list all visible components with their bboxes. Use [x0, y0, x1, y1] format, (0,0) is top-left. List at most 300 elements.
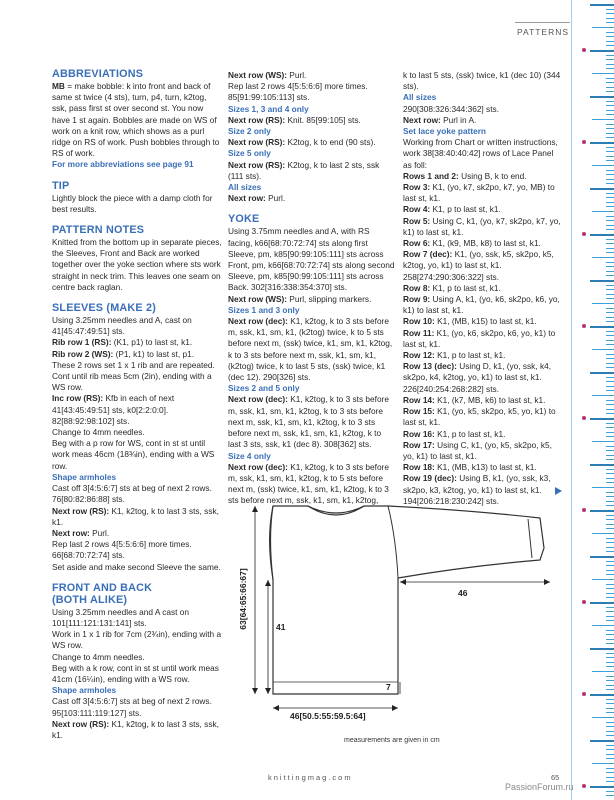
mb-term: MB	[52, 81, 65, 91]
sizes-134-row	[228, 115, 396, 126]
height-arrow-head-top	[252, 506, 258, 512]
ruler-tick	[606, 455, 614, 456]
ruler-tick	[606, 128, 614, 129]
ruler-tick	[606, 45, 614, 46]
fb-change-needles: Change to 4mm needles.	[52, 651, 145, 662]
ruler-tick	[606, 505, 614, 506]
ruler-tick	[606, 91, 614, 92]
ruler-tick	[606, 363, 614, 364]
ruler-tick	[606, 216, 614, 217]
all-sizes-row	[228, 193, 396, 204]
ruler-tick	[592, 625, 614, 626]
front-back-heading-line2: (BOTH ALIKE)	[52, 593, 128, 606]
size-5-heading: Size 5 only	[228, 148, 271, 159]
ruler-tick	[606, 335, 614, 336]
ruler-tick	[592, 349, 614, 350]
footer-site: knittingmag.com	[268, 773, 353, 782]
fb-next-row-text: K1, k2tog, k to last 3 sts, ssk, k1.	[52, 718, 219, 740]
ruler-tick	[606, 515, 614, 516]
sleeve-purl-row-label: Next row:	[52, 527, 90, 538]
continue-arrow-icon	[555, 487, 562, 495]
col3-next-row	[403, 115, 561, 126]
lace-row-text: K1, (MB, k15) to last st, k1.	[434, 316, 537, 327]
sleeve-next-row	[52, 506, 222, 528]
ruler-tick	[590, 740, 614, 742]
ruler-tick	[606, 722, 614, 723]
ruler-tick	[606, 712, 614, 713]
ruler-tick	[606, 151, 614, 152]
lace-row	[403, 316, 561, 327]
ruler-tick	[592, 579, 614, 580]
sleeve-aside: Set aside and make second Sleeve the same.	[52, 561, 221, 572]
lace-row	[403, 249, 561, 283]
ruler-tick	[606, 197, 614, 198]
ruler-tick	[606, 574, 614, 575]
garment-schematic	[228, 498, 568, 750]
lace-row-text: K1, p to last st, k1.	[430, 204, 501, 215]
ruler-tick	[606, 78, 614, 79]
lace-row-text: K1, (yo, k6, sk2po, k6, yo, k1) to last st, k1.	[403, 327, 556, 349]
ruler-tick	[606, 312, 614, 313]
ruler-tick	[606, 768, 614, 769]
ruler-tick	[592, 303, 614, 304]
column-2	[228, 70, 396, 507]
pattern-notes-text: Knitted from the bottom up in separate pieces, the Sleeves, Front and Back are worked together over the yoke section where sts work straight in neck trim. This leaves one seam on centre back raglan.	[52, 237, 222, 292]
lace-row-text: K1, p to last st, k1.	[434, 350, 506, 361]
yoke-heading: YOKE	[228, 213, 260, 226]
fb-next-row-label: Next row (RS):	[52, 718, 110, 729]
sleeve-cast-off: Cast off 3[4:5:6:7] sts at beg of next 2 rows. 76[80:82:86:88] sts.	[52, 483, 212, 505]
ruler-tick	[606, 32, 614, 33]
ruler-tick	[606, 492, 614, 493]
ruler-tick	[606, 436, 614, 437]
ruler-tick	[606, 358, 614, 359]
fb-repeat: Rep last 2 rows 4[5:5:6:6] more times. 85[91:99:105:113] sts.	[228, 81, 368, 103]
rib-row-2	[52, 349, 222, 360]
ruler-tick	[606, 666, 614, 667]
ruler-tick	[606, 607, 614, 608]
page-number: 65	[551, 773, 560, 782]
rib-row-1-text: (K1, p1) to last st, k1.	[111, 337, 193, 348]
size-4-continued: k to last 5 sts, (ssk) twice, k1 (dec 10) (344 sts).	[403, 70, 561, 92]
column-3	[403, 70, 561, 507]
lace-yoke-text: Working from Chart or written instructions, work 38[38:40:40:42] rows of Lace Panel as foll:	[403, 137, 558, 170]
ruler-tick	[606, 377, 614, 378]
sizes-25-row-label: Next row (dec):	[228, 394, 288, 405]
rib-row-1-label: Rib row 1 (RS):	[52, 337, 112, 348]
ruler-tick	[606, 749, 614, 750]
width-arrow-head-right	[392, 705, 398, 711]
lace-row	[403, 429, 561, 440]
ruler-tick	[606, 110, 614, 111]
lace-row	[403, 182, 561, 204]
yoke-ws-row-label: Next row (WS):	[228, 293, 287, 304]
rib-row-1	[52, 337, 222, 348]
ruler-tick	[606, 469, 614, 470]
ruler-tick	[606, 137, 614, 138]
ruler-tick	[606, 285, 614, 286]
ruler-tick	[592, 165, 614, 166]
ruler-tick	[606, 570, 614, 571]
ruler-tick	[606, 726, 614, 727]
lace-rows	[403, 171, 561, 507]
ruler-tick	[606, 156, 614, 157]
lace-row	[403, 294, 561, 316]
ruler-tick	[606, 584, 614, 585]
lace-row-text: K1, (yo, ssk, k5, sk2po, k5, k2tog, yo, k1) to last st, k1. 258[274:290:306:322] sts.	[403, 249, 554, 282]
ruler-tick	[606, 643, 614, 644]
inc-row-label: Inc row (RS):	[52, 393, 104, 404]
lace-row-label: Row 19 (dec):	[403, 473, 457, 484]
ruler-tick	[590, 602, 614, 604]
col3-all-sizes-text: 290[308:326:344:362] sts.	[403, 103, 499, 114]
col3-all-sizes-heading: All sizes	[403, 92, 437, 103]
ruler-tick	[606, 400, 614, 401]
ruler-tick	[606, 243, 614, 244]
ruler-tick	[606, 160, 614, 161]
ruler-tick	[606, 791, 614, 792]
ruler-tick	[590, 234, 614, 236]
ruler-tick	[606, 450, 614, 451]
neckline	[308, 506, 364, 515]
ws-purl-row-label: Next row (WS):	[228, 70, 287, 80]
ruler-tick	[606, 298, 614, 299]
yoke-ws-row-text: Purl, slipping markers.	[287, 293, 372, 304]
ruler-tick	[606, 174, 614, 175]
sizes-25-row	[228, 394, 396, 450]
lace-row	[403, 440, 561, 462]
ruler-tick	[606, 271, 614, 272]
ruler-tick	[590, 648, 614, 650]
ruler-tick	[606, 36, 614, 37]
sizes-25-row-text: K1, k2tog, k to 3 sts before m, ssk, k1, sm, k1, k2tog, k to 3 sts before next m, ssk, k1, sm, k1, k2tog, k to 3 sts before next m, ssk, k1, sm, k1, k2tog, k to last 3 sts, ssk, k1 (dec 8). 308[362] sts.	[228, 394, 389, 450]
rib-rest: These 2 rows set 1 x 1 rib and are repeated. Cont until rib meas 5cm (2in), ending with a WS row.	[52, 359, 215, 393]
ruler-tick	[590, 372, 614, 374]
total-height-label: 63[64:65:66:67]	[238, 568, 248, 630]
lace-row-label: Row 10:	[403, 316, 435, 327]
ruler-tick	[606, 528, 614, 529]
sizes-134-row-label: Next row (RS):	[228, 114, 286, 125]
ruler-tick	[606, 59, 614, 60]
ruler-tick	[606, 662, 614, 663]
ruler-tick	[590, 280, 614, 282]
ruler-tick	[606, 781, 614, 782]
header-rule	[515, 22, 570, 23]
ruler-tick	[606, 538, 614, 539]
lace-row-label: Row 4:	[403, 204, 431, 215]
lace-row-text: K1, (yo, k7, sk2po, k7, yo, MB) to last st, k1.	[403, 182, 555, 204]
ruler-tick	[606, 354, 614, 355]
ruler-tick	[606, 473, 614, 474]
rib-row-2-label: Rib row 2 (WS):	[52, 348, 114, 359]
ruler-dot	[582, 784, 586, 788]
lace-row	[403, 361, 561, 395]
ruler-tick	[606, 708, 614, 709]
ruler-tick	[606, 745, 614, 746]
lace-row-label: Row 7 (dec):	[403, 249, 453, 260]
sizes-134-row-text: Knit. 85[99:105] sts.	[285, 114, 361, 125]
ruler-tick	[606, 611, 614, 612]
mb-text: = make bobble: k into front and back of same st twice (4 sts), turn, p4, turn, k2tog, ssk, pass first st over second st. You now have 1 st again. Bobbles are made on WS of work on a knit row, which shows as a purl ridge on RS of work. Push bobbles through to RS of work.	[52, 81, 220, 159]
ruler-dot	[582, 692, 586, 696]
body-arrow-head-top	[265, 580, 271, 586]
ruler-tick	[606, 496, 614, 497]
ruler-tick	[606, 459, 614, 460]
lace-row-label: Row 6:	[403, 238, 431, 249]
ruler-tick	[606, 501, 614, 502]
ruler-tick	[606, 193, 614, 194]
lace-row-label: Row 9:	[403, 294, 431, 305]
abbreviations-heading: ABBREVIATIONS	[52, 68, 144, 80]
size-5-row-label: Next row (RS):	[228, 159, 286, 170]
ruler-tick	[590, 50, 614, 52]
lace-row	[403, 462, 561, 473]
ruler-tick	[592, 487, 614, 488]
ruler-tick	[606, 524, 614, 525]
ruler-tick	[606, 22, 614, 23]
ruler-tick	[606, 275, 614, 276]
side-ruler	[571, 0, 614, 800]
lace-row-label: Row 3:	[403, 182, 431, 193]
ruler-tick	[590, 188, 614, 190]
front-back-heading	[52, 582, 222, 606]
sizes-13-row	[228, 316, 396, 383]
ruler-tick	[606, 620, 614, 621]
ruler-tick	[606, 542, 614, 543]
lace-row	[403, 204, 561, 215]
ruler-tick	[606, 446, 614, 447]
sleeves-cast-on: Using 3.25mm needles and A, cast on 41[45:47:49:51] sts.	[52, 315, 192, 337]
ruler-tick	[590, 464, 614, 466]
lace-row-text: K1, (MB, k13) to last st, k1.	[434, 462, 537, 473]
lace-row-text: Using C, k1, (yo, k5, sk2po, k5, yo, k1) to last st, k1.	[403, 439, 552, 461]
fb-cast-on: Using 3.25mm needles and A cast on 101[111:121:131:141] sts.	[52, 606, 189, 628]
inc-row	[52, 393, 222, 427]
ruler-tick	[606, 266, 614, 267]
ruler-tick	[606, 225, 614, 226]
lace-row-label: Row 12:	[403, 350, 435, 361]
lace-row	[403, 216, 561, 238]
sleeve-repeat: Rep last 2 rows 4[5:5:6:6] more times. 66[68:70:72:74] sts.	[52, 539, 192, 561]
diagram-caption: measurements are given in cm	[344, 737, 440, 744]
ruler-tick	[606, 689, 614, 690]
sizes-25-heading: Sizes 2 and 5 only	[228, 383, 300, 394]
col3-next-row-text: Purl in A.	[440, 114, 477, 125]
lace-row	[403, 283, 561, 294]
ruler-tick	[606, 133, 614, 134]
ruler-tick	[606, 680, 614, 681]
ruler-tick	[606, 294, 614, 295]
ruler-tick	[606, 124, 614, 125]
ruler-tick	[606, 170, 614, 171]
sleeve-arrow-head-right	[544, 579, 550, 585]
sleeve-shape-armholes: Shape armholes	[52, 471, 117, 482]
yoke-ws-row	[228, 294, 396, 305]
ruler-tick	[606, 344, 614, 345]
ruler-tick	[606, 55, 614, 56]
lace-row	[403, 395, 561, 406]
ruler-tick	[606, 114, 614, 115]
fb-shape-armholes: Shape armholes	[52, 685, 117, 696]
ruler-tick	[606, 179, 614, 180]
garment-outline	[271, 506, 545, 694]
sizes-13-row-text: K1, k2tog, k to 3 sts before m, ssk, k1, sm, k1, (k2tog) twice, k to 5 sts before next m, (ssk) twice, k1, sm, k1, k2tog, k to 3 sts before next m, ssk, k1, sm, k1, (k2tog) twice, k to last 5 sts, (ssk) twice, k1 (dec 12). 290[326] sts.	[228, 316, 393, 383]
ruler-tick	[606, 630, 614, 631]
ruler-tick	[606, 482, 614, 483]
ruler-tick	[606, 423, 614, 424]
ruler-tick	[606, 478, 614, 479]
ruler-tick	[606, 18, 614, 19]
ruler-tick	[590, 326, 614, 328]
ruler-tick	[606, 101, 614, 102]
ruler-tick	[606, 551, 614, 552]
lace-row	[403, 350, 561, 361]
mb-definition	[52, 81, 222, 159]
ruler-tick	[592, 257, 614, 258]
lace-row-label: Row 17:	[403, 439, 435, 450]
lace-row-text: Using B, k to end.	[458, 170, 527, 181]
ruler-tick	[606, 699, 614, 700]
ruler-tick	[606, 404, 614, 405]
column-1	[52, 68, 222, 741]
ruler-tick	[606, 105, 614, 106]
ruler-tick	[606, 547, 614, 548]
ruler-tick	[592, 717, 614, 718]
sizes-13-heading: Sizes 1 and 3 only	[228, 304, 300, 315]
ruler-tick	[590, 418, 614, 420]
sizes-134-heading: Sizes 1, 3 and 4 only	[228, 103, 309, 114]
lace-row-label: Rows 1 and 2:	[403, 170, 459, 181]
ruler-tick	[592, 441, 614, 442]
size-2-row-label: Next row (RS):	[228, 137, 286, 148]
ruler-tick	[606, 653, 614, 654]
lace-row-label: Row 8:	[403, 282, 431, 293]
ruler-tick	[606, 593, 614, 594]
tip-text: Lightly block the piece with a damp cloth for best results.	[52, 192, 213, 214]
ruler-tick	[606, 409, 614, 410]
ruler-tick	[606, 685, 614, 686]
ruler-tick	[606, 9, 614, 10]
ruler-tick	[592, 211, 614, 212]
lace-row-label: Row 18:	[403, 462, 435, 473]
ruler-dot	[582, 48, 586, 52]
ruler-tick	[606, 248, 614, 249]
ruler-tick	[606, 703, 614, 704]
ws-purl-row-text: Purl.	[287, 70, 307, 80]
ruler-tick	[590, 510, 614, 512]
lace-row-text: K1, (k7, MB, k6) to last st, k1.	[434, 394, 546, 405]
ruler-tick	[590, 142, 614, 144]
ruler-tick	[606, 735, 614, 736]
ruler-tick	[606, 616, 614, 617]
watermark: PassionForum.ru	[505, 782, 574, 792]
yoke-text: Using 3.75mm needles and A, with RS facing, k66[68:70:72:74] sts along first Sleeve, pm, k85[90:99:105:111] sts across Front, pm, k66[68:70:72:74] sts along second Sleeve, pm, k85[90:99:105:111] sts across Back. 302[316:338:354:370] sts.	[228, 226, 395, 293]
rib-row-2-text: (P1, k1) to last st, p1.	[113, 348, 195, 359]
ruler-tick	[606, 758, 614, 759]
fb-rib: Work in 1 x 1 rib for 7cm (2¾in), ending with a WS row.	[52, 629, 222, 651]
ruler-tick	[592, 27, 614, 28]
body-length-label: 41	[276, 622, 286, 632]
ruler-tick	[606, 321, 614, 322]
ruler-tick	[606, 262, 614, 263]
ruler-dot	[582, 140, 586, 144]
col3-next-row-label: Next row:	[403, 114, 441, 125]
size-4-row-text: K1, k2tog, k to 3 sts before m, ssk, k1, sm, k1, k2tog, k to 5 sts before next m, (ssk) twice, k1, sm, k1, k2tog, k to 3 sts before next m, ssk, k1, sm, k1, k2tog,	[228, 461, 389, 506]
ruler-dot	[582, 600, 586, 604]
ruler-tick	[606, 289, 614, 290]
lace-row-text: K1, (k9, MB, k8) to last st, k1.	[430, 238, 541, 249]
fb-st-st: Beg with a k row, cont in st st until work meas 41cm (16¼in), ending with a WS row.	[52, 662, 219, 684]
lace-row-label: Row 11:	[403, 327, 435, 338]
ruler-tick	[606, 561, 614, 562]
size-2-row	[228, 137, 396, 148]
ruler-tick	[606, 317, 614, 318]
lace-row-text: Using A, k1, (yo, k6, sk2po, k6, yo, k1) to last st, k1.	[403, 294, 560, 316]
ws-purl-row	[228, 70, 396, 81]
ruler-tick	[606, 565, 614, 566]
sleeve-next-row-label: Next row (RS):	[52, 505, 110, 516]
ruler-tick	[606, 597, 614, 598]
size-5-row	[228, 160, 396, 182]
ruler-tick	[606, 390, 614, 391]
ruler-tick	[606, 220, 614, 221]
ruler-tick	[606, 308, 614, 309]
tip-heading: TIP	[52, 179, 70, 192]
ruler-tick	[606, 772, 614, 773]
ruler-tick	[590, 96, 614, 98]
ruler-tick	[592, 671, 614, 672]
ruler-tick	[592, 395, 614, 396]
ruler-tick	[606, 183, 614, 184]
body-arrow-head-bottom	[265, 688, 271, 694]
all-sizes-row-text: Purl.	[265, 193, 286, 204]
size-2-row-text: K2tog, k to end (90 sts).	[285, 137, 376, 148]
ruler-tick	[606, 41, 614, 42]
lace-row-label: Row 5:	[403, 215, 431, 226]
sleeve-st-st: Beg with a p row for WS, cont in st st until work meas 46cm (18¾in), ending with a WS row.	[52, 438, 215, 471]
more-abbreviations-link[interactable]: For more abbreviations see page 91	[52, 159, 194, 170]
size-4-row-label: Next row (dec):	[228, 461, 288, 472]
all-sizes-row-label: Next row:	[228, 193, 266, 204]
fb-next-row	[52, 719, 222, 741]
ruler-tick	[590, 694, 614, 696]
ruler-tick	[606, 676, 614, 677]
ruler-tick	[606, 229, 614, 230]
lace-row-text: Using B, k1, (yo, ssk, k3, sk2po, k3, k2tog, yo, k1) to last st, k1. 194[206:218:230:242] sts.	[403, 473, 551, 506]
ruler-tick	[592, 73, 614, 74]
sizes-13-row-label: Next row (dec):	[228, 316, 288, 327]
sleeve-purl-row-text: Purl.	[89, 527, 110, 538]
sleeve-next-row-text: K1, k2tog, k to last 3 sts, ssk, k1.	[52, 505, 219, 527]
lace-row-label: Row 15:	[403, 406, 435, 417]
ruler-tick	[606, 588, 614, 589]
ruler-tick	[606, 795, 614, 796]
ruler-tick	[606, 754, 614, 755]
rib-depth-label: 7	[386, 682, 391, 692]
lace-row	[403, 406, 561, 428]
all-sizes-heading: All sizes	[228, 182, 262, 193]
ruler-dot	[582, 416, 586, 420]
size-2-heading: Size 2 only	[228, 126, 271, 137]
width-label: 46[50.5:55:59.5:64]	[290, 711, 366, 721]
ruler-tick	[592, 763, 614, 764]
lace-row	[403, 171, 561, 182]
ruler-tick	[606, 340, 614, 341]
ruler-tick	[606, 82, 614, 83]
sleeve-purl-row	[52, 528, 222, 539]
lace-row-text: K1, p to last st, k1.	[434, 428, 506, 439]
lace-row-label: Row 13 (dec):	[403, 361, 457, 372]
